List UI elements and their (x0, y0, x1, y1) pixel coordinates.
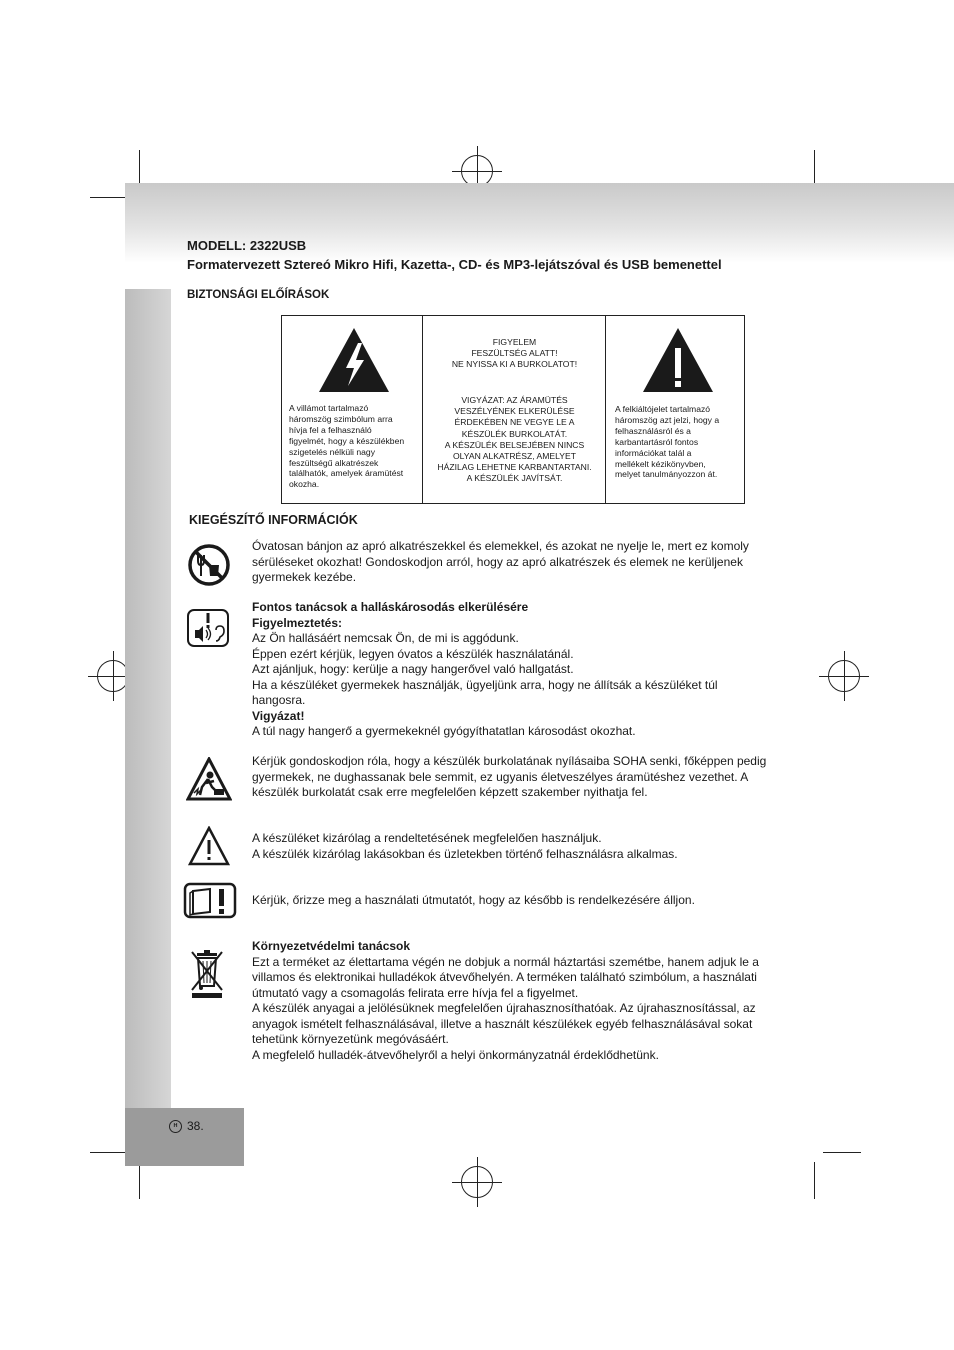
exclamation-description: A felkiáltójelet tartalmazó háromszög azt jelzi, hogy a felhasználásról és a karbantartásról fontos információkat talál a mellékelt kézikönyvben, melyet tanulmányozzon át. (615, 404, 720, 480)
safety-cell-caution (423, 316, 606, 503)
keep-manual-paragraph: Kérjük, őrizze meg a használati útmutatót, hogy az később is rendelkezésére álljon. (252, 893, 695, 907)
page-number (169, 1119, 204, 1133)
info-heading: KIEGÉSZÍTŐ INFORMÁCIÓK (189, 513, 358, 527)
electric-shock-warning-icon (186, 757, 232, 801)
hearing-warning-icon (186, 608, 230, 648)
safety-cell-lightning (282, 316, 423, 503)
caution-icon (188, 826, 230, 866)
crop-mark (139, 1162, 140, 1199)
caution-text: VIGYÁZAT: AZ ÁRAMÜTÉS VESZÉLYÉNEK ELKERÜLÉSE ÉRDEKÉBEN NE VEGYE LE A KÉSZÜLÉK BURKOLATÁT. A KÉSZÜLÉK BELSEJÉBEN NINCS OLYAN ALKATRÉSZ, AMELYET HÁZILAG LEHETNE KARBANTARTANI. A KÉSZÜLÉK JAVÍTSÁT. (437, 395, 592, 484)
model-title: MODELL: 2322USB (187, 238, 307, 253)
no-swallow-icon (187, 543, 231, 587)
crop-mark (139, 150, 140, 187)
safety-cell-exclamation (606, 316, 744, 503)
manual-book-icon (183, 882, 237, 919)
registration-mark (461, 1166, 493, 1198)
lightning-warning-icon (317, 326, 391, 394)
environment-paragraph: Környezetvédelmi tanácsok Ezt a terméket az élettartama végén ne dobjuk a normál háztartási szemétbe, hanem adjuk le a villamos és elektronikai hulladékok átvevőhelyén. A terméken található szimbólum, a használati útmutató vagy a csomagolás felirata erre hívja fel a figyelmet. A készülék anyagai a jelölésüknek megfelelően újrahasznosíthatóak. Az újrahasznosítással, az anyagok ismételt felhasználásával, illetve a használt készülékek egyéb felhasználásával sokat tehetünk környezetünk megóvásáért. A megfelelő hulladék-átvevőhelyről a helyi önkormányzatnál érdeklődhetünk. (252, 939, 759, 1062)
caution-header: FIGYELEM FESZÜLTSÉG ALATT! NE NYISSA KI A BURKOLATOT! (451, 337, 578, 370)
hearing-paragraph: Fontos tanácsok a halláskárosodás elkerülésére Figyelmeztetés: Az Ön hallásáért nemcsak Ön, de mi is aggódunk. Éppen ezért kérjük, legyen óvatos a készülék használatánál. Azt ajánljuk, hogy: kerülje a nagy hangerővel való hallgatást. Ha a készüléket gyermekek használják, ügyeljünk arra, hogy ne állítsák a készüléket túl hangosra. Vigyázat! A túl nagy hangerő a gyermekeknél gyógyíthatatlan károsodást okozhat. (252, 600, 718, 738)
crop-mark (823, 1152, 861, 1153)
lightning-description: A villámot tartalmazó háromszög szimbólum arra hívja fel a felhasználó figyelmét, hogy a készülékben szigetelés nélküli nagy feszültségű alkatrészek találhatók, amelyek áramütést okozha. (289, 403, 405, 490)
page-number-text: 38. (187, 1119, 204, 1133)
exclamation-warning-icon (641, 326, 715, 394)
product-subtitle: Formatervezett Sztereó Mikro Hifi, Kazetta-, CD- és MP3-lejátszóval és USB bemenettel (187, 257, 722, 272)
intended-use-paragraph: A készüléket kizárólag a rendeltetésének megfelelően használjuk. A készülék kizárólag lakásokban és üzletekben történő felhasználásra alkalmas. (252, 831, 678, 861)
safety-heading: BIZTONSÁGI ELŐÍRÁSOK (187, 289, 330, 301)
registration-mark (828, 660, 860, 692)
footer-band (125, 1108, 244, 1166)
language-badge: H (169, 1120, 182, 1133)
openings-paragraph: Kérjük gondoskodjon róla, hogy a készülék burkolatának nyílásaiba SOHA senki, főképpen pedig gyermekek, ne dughassanak bele semmit, ez ugyanis életveszélyes áramütéshez vezethet. A készülék burkolatát csak erre megfelelően képzett szakember nyithatja fel. (252, 754, 767, 799)
small-parts-paragraph: Óvatosan bánjon az apró alkatrészekkel és elemekkel, és azokat ne nyelje le, mert ez komoly sérüléseket okozhat! Gondoskodjon arról, hogy az apró alkatrészek és elemek ne kerüljenek gyermekek kezébe. (252, 539, 749, 584)
side-band (125, 289, 171, 1109)
crossed-bin-icon (188, 948, 226, 1000)
safety-warning-box (281, 315, 745, 504)
crop-mark (814, 150, 815, 187)
crop-mark (814, 1162, 815, 1199)
